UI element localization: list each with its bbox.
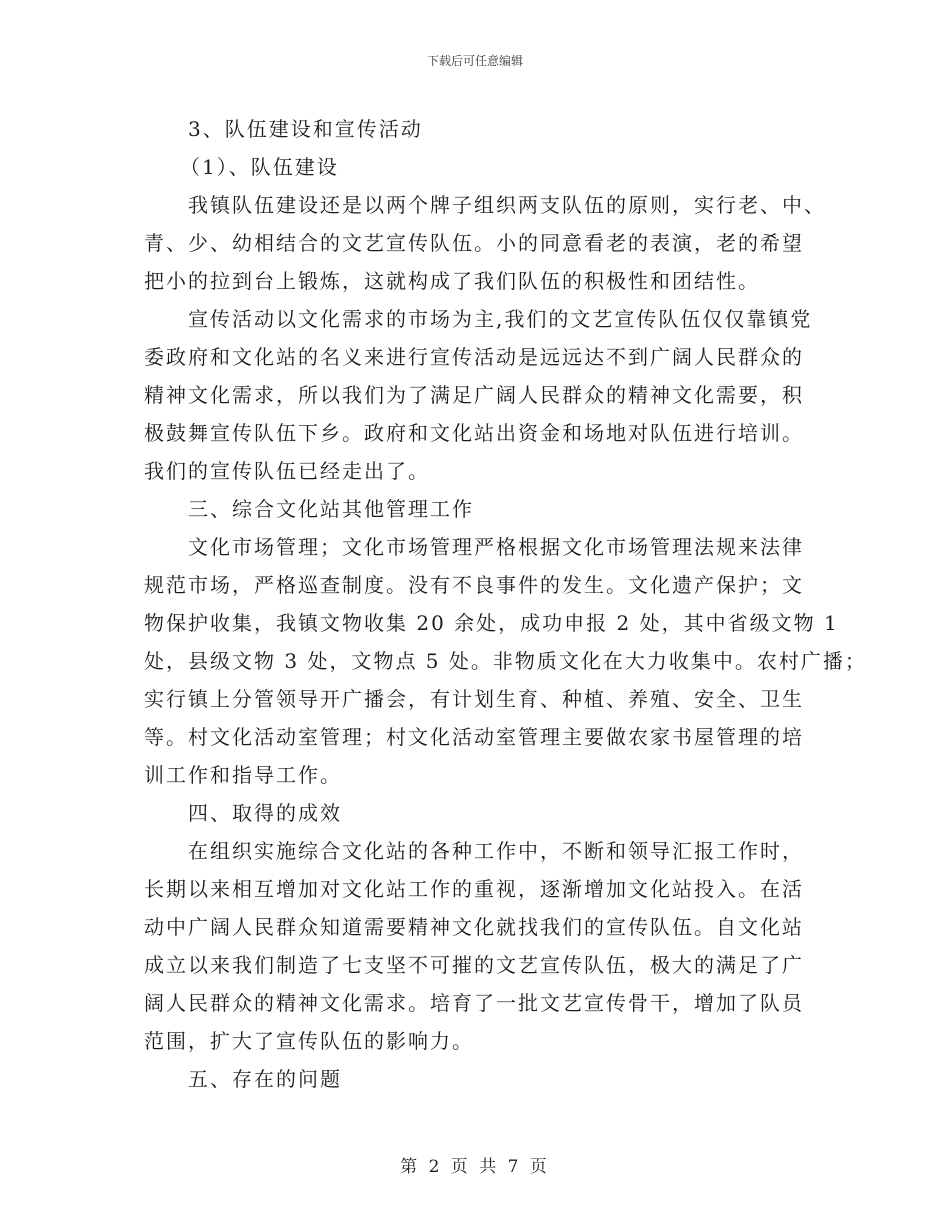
- paragraph-line: 文化市场管理；文化市场管理严格根据文化市场管理法规来法律: [188, 535, 804, 559]
- paragraph-line: 阔人民群众的精神文化需求。培育了一批文艺宣传骨干，增加了队员: [144, 991, 804, 1015]
- section-heading: 三、综合文化站其他管理工作: [188, 497, 474, 521]
- section-heading: 3、队伍建设和宣传活动: [188, 117, 423, 141]
- paragraph-line: 精神文化需求，所以我们为了满足广阔人民群众的精神文化需要，积: [144, 383, 804, 407]
- paragraph-line: 宣传活动以文化需求的市场为主,我们的文艺宣传队伍仅仅靠镇党: [188, 307, 813, 331]
- document-body: [144, 110, 867, 1098]
- paragraph-line: 范围，扩大了宣传队伍的影响力。: [144, 1029, 474, 1053]
- paragraph-line: 我们的宣传队伍已经走出了。: [144, 459, 430, 483]
- paragraph-line: 物保护收集，我镇文物收集 20 余处，成功申报 2 处，其中省级文物 1: [144, 611, 839, 635]
- subsection-heading: （1）、队伍建设: [180, 155, 339, 179]
- section-heading: 五、存在的问题: [188, 1067, 342, 1091]
- section-heading: 四、取得的成效: [188, 801, 342, 825]
- paragraph-line: 训工作和指导工作。: [144, 763, 342, 787]
- paragraph-line: 规范市场，严格巡查制度。没有不良事件的发生。文化遗产保护；文: [144, 573, 804, 597]
- paragraph-line: 等。村文化活动室管理；村文化活动室管理主要做农家书屋管理的培: [144, 725, 804, 749]
- page-number: 第 2 页 共 7 页: [400, 1157, 550, 1177]
- paragraph-line: 长期以来相互增加对文化站工作的重视，逐渐增加文化站投入。在活: [144, 877, 804, 901]
- paragraph-line: 把小的拉到台上锻炼，这就构成了我们队伍的积极性和团结性。: [144, 269, 760, 293]
- paragraph-line: 青、少、幼相结合的文艺宣传队伍。小的同意看老的表演，老的希望: [144, 231, 804, 255]
- paragraph-line: 处，县级文物 3 处，文物点 5 处。非物质文化在大力收集中。农村广播；: [144, 649, 867, 673]
- paragraph-line: 极鼓舞宣传队伍下乡。政府和文化站出资金和场地对队伍进行培训。: [144, 421, 804, 445]
- paragraph-line: 成立以来我们制造了七支坚不可摧的文艺宣传队伍，极大的满足了广: [144, 953, 804, 977]
- paragraph-line: 动中广阔人民群众知道需要精神文化就找我们的宣传队伍。自文化站: [144, 915, 804, 939]
- paragraph-line: 委政府和文化站的名义来进行宣传活动是远远达不到广阔人民群众的: [144, 345, 804, 369]
- paragraph-line: 我镇队伍建设还是以两个牌子组织两支队伍的原则，实行老、中、: [188, 193, 826, 217]
- paragraph-line: 在组织实施综合文化站的各种工作中，不断和领导汇报工作时，: [188, 839, 804, 863]
- paragraph-line: 实行镇上分管领导开广播会，有计划生育、种植、养殖、安全、卫生: [144, 687, 804, 711]
- page-header: 下载后可任意编辑: [426, 54, 523, 68]
